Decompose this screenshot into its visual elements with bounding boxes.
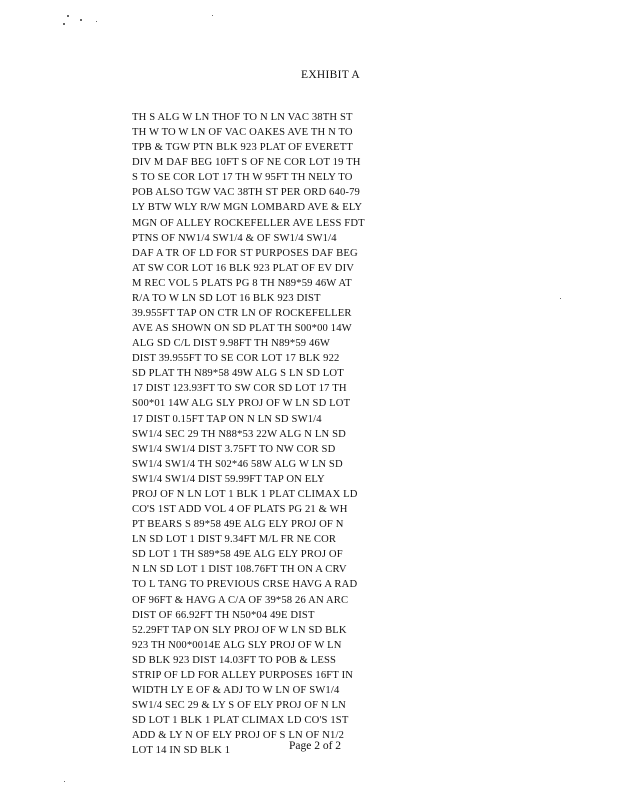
text-line: SW1/4 SW1/4 TH S02*46 58W ALG W LN SD [132, 458, 343, 470]
scan-speck [96, 21, 97, 22]
text-line: TPB & TGW PTN BLK 923 PLAT OF EVERETT [132, 142, 353, 154]
text-line: AVE AS SHOWN ON SD PLAT TH S00*00 14W [132, 323, 352, 335]
text-line: WIDTH LY E OF & ADJ TO W LN OF SW1/4 [132, 684, 340, 696]
text-line: CO'S 1ST ADD VOL 4 OF PLATS PG 21 & WH [132, 504, 348, 516]
text-line: DIST 39.955FT TO SE COR LOT 17 BLK 922 [132, 353, 340, 365]
text-line: SW1/4 SEC 29 & LY S OF ELY PROJ OF N LN [132, 700, 346, 712]
text-line: SD LOT 1 TH S89*58 49E ALG ELY PROJ OF [132, 549, 343, 561]
text-line: STRIP OF LD FOR ALLEY PURPOSES 16FT IN [132, 669, 354, 681]
text-line: SW1/4 SW1/4 DIST 3.75FT TO NW COR SD [132, 443, 336, 455]
text-line: 39.955FT TAP ON CTR LN OF ROCKEFELLER [132, 308, 352, 320]
scan-speck [80, 19, 82, 21]
text-line: SD LOT 1 BLK 1 PLAT CLIMAX LD CO'S 1ST [132, 715, 349, 727]
scan-speck [63, 23, 65, 25]
text-line: TH S ALG W LN THOF TO N LN VAC 38TH ST [132, 112, 353, 123]
text-line: M REC VOL 5 PLATS PG 8 TH N89*59 46W AT [132, 277, 352, 289]
text-line: OF 96FT & HAVG A C/A OF 39*58 26 AN ARC [132, 594, 349, 606]
text-line: PROJ OF N LN LOT 1 BLK 1 PLAT CLIMAX LD [132, 488, 358, 500]
text-line: 52.29FT TAP ON SLY PROJ OF W LN SD BLK [132, 624, 347, 636]
text-line: LN SD LOT 1 DIST 9.34FT M/L FR NE COR [132, 534, 337, 546]
text-line: AT SW COR LOT 16 BLK 923 PLAT OF EV DIV [132, 262, 355, 274]
page-number: Page 2 of 2 [289, 740, 342, 752]
text-line: R/A TO W LN SD LOT 16 BLK 923 DIST [132, 292, 321, 304]
text-line: DIV M DAF BEG 10FT S OF NE COR LOT 19 TH [132, 157, 361, 169]
text-line: 923 TH N00*0014E ALG SLY PROJ OF W LN [132, 639, 342, 651]
text-line: 17 DIST 0.15FT TAP ON N LN SD SW1/4 [132, 413, 322, 425]
text-line: ADD & LY N OF ELY PROJ OF S LN OF N1/2 [132, 730, 345, 742]
text-line: SW1/4 SW1/4 DIST 59.99FT TAP ON ELY [132, 473, 325, 485]
scan-speck [64, 781, 65, 782]
scan-speck [560, 298, 561, 299]
text-line: TO L TANG TO PREVIOUS CRSE HAVG A RAD [132, 579, 358, 591]
text-line: DIST OF 66.92FT TH N50*04 49E DIST [132, 609, 315, 621]
text-line: PT BEARS S 89*58 49E ALG ELY PROJ OF N [132, 519, 344, 531]
document-title: EXHIBIT A [301, 69, 361, 81]
text-line: TH W TO W LN OF VAC OAKES AVE TH N TO [132, 127, 353, 139]
text-line: SW1/4 SEC 29 TH N88*53 22W ALG N LN SD [132, 428, 346, 440]
text-line: 17 DIST 123.93FT TO SW COR SD LOT 17 TH [132, 383, 347, 395]
scan-speck [67, 15, 69, 17]
text-line: N LN SD LOT 1 DIST 108.76FT TH ON A CRV [132, 564, 347, 576]
text-line: LOT 14 IN SD BLK 1 [132, 745, 231, 757]
text-line: SD BLK 923 DIST 14.03FT TO POB & LESS [132, 654, 337, 666]
text-line: ALG SD C/L DIST 9.98FT TH N89*59 46W [132, 338, 331, 350]
text-line: S TO SE COR LOT 17 TH W 95FT TH NELY TO [132, 172, 353, 184]
text-line: SD PLAT TH N89*58 49W ALG S LN SD LOT [132, 368, 344, 380]
text-line: PTNS OF NW1/4 SW1/4 & OF SW1/4 SW1/4 [132, 232, 337, 244]
text-line: DAF A TR OF LD FOR ST PURPOSES DAF BEG [132, 247, 358, 259]
text-line: POB ALSO TGW VAC 38TH ST PER ORD 640-79 [132, 187, 360, 199]
text-line: MGN OF ALLEY ROCKEFELLER AVE LESS FDT [132, 217, 365, 229]
text-line: LY BTW WLY R/W MGN LOMBARD AVE & ELY [132, 202, 363, 214]
legal-description [132, 110, 492, 758]
scan-speck [212, 15, 213, 16]
text-line: S00*01 14W ALG SLY PROJ OF W LN SD LOT [132, 398, 351, 410]
